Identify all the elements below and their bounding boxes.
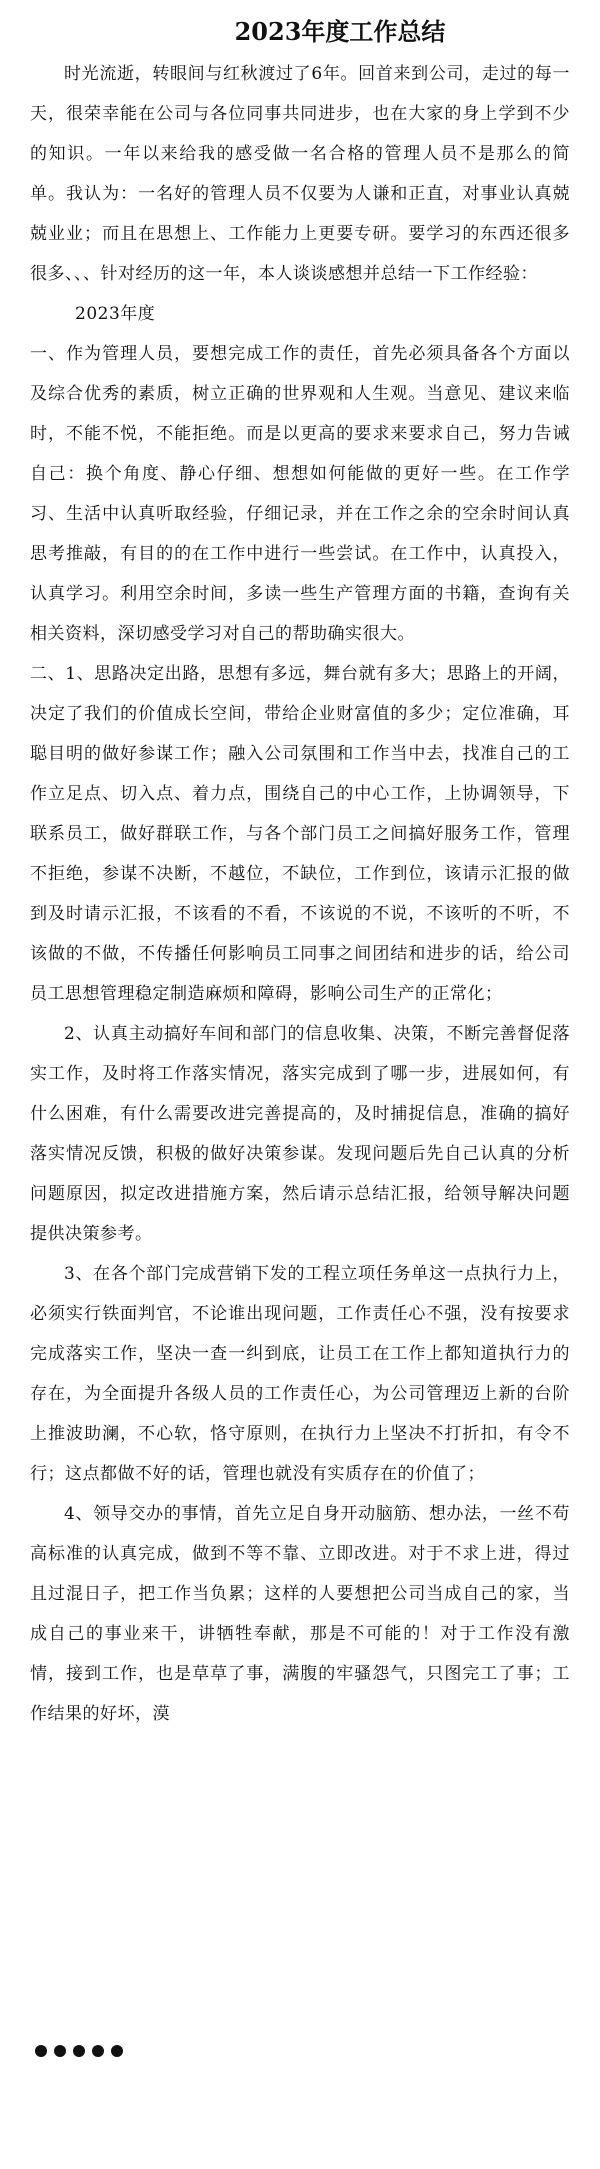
section-two-point-four-paragraph: 4、领导交办的事情，首先立足自身开动脑筋、想办法，一丝不苟高标准的认真完成，做到不等不靠、立即改进。对于不求上进，得过且过混日子，把工作当负累；这样的人要想把公司当成自己的家，当成自己的事业来干，讲牺牲奉献，那是不可能的！对于工作没有激情，接到工作，也是草草了事，满腹的牢骚怨气，只图完工了事；工作结果的好坏，漠 — [30, 1504, 570, 1724]
year-label: 2023年度 — [75, 304, 156, 324]
section-two-point-three-paragraph: 3、在各个部门完成营销下发的工程立项任务单这一点执行力上，必须实行铁面判官，不论谁出现问题，工作责任心不强，没有按要求完成落实工作，坚决一查一纠到底，让员工在工作上都知道执行力的存在，为全面提升各级人员的工作责任心，为公司管理迈上新的台阶上推波助澜，不心软，恪守原则，在执行力上坚决不打折扣，有令不行；这点都做不好的话，管理也就没有实质存在的价值了； — [30, 1264, 570, 1484]
document-title: 2023年度工作总结 — [234, 17, 446, 46]
dot-icon — [111, 2045, 123, 2057]
section-two-point-one-paragraph: 二、1、思路决定出路，思想有多远，舞台就有多大；思路上的开阔，决定了我们的价值成长空间，带给企业财富值的多少；定位准确，耳聪目明的做好参谋工作；融入公司氛围和工作当中去，找准自己的工作立足点、切入点、着力点，围绕自己的中心工作，上协调领导，下联系员工，做好群联工作，与各个部门员工之间搞好服务工作，管理不拒绝，参谋不决断，不越位，不缺位，工作到位，该请示汇报的做到及时请示汇报，不该看的不看，不该说的不说，不该听的不听，不该做的不做，不传播任何影响员工同事之间团结和进步的话，给公司员工思想管理稳定制造麻烦和障碍，影响公司生产的正常化； — [30, 664, 570, 1004]
section-one-paragraph: 一、作为管理人员，要想完成工作的责任，首先必须具备各个方面以及综合优秀的素质，树立正确的世界观和人生观。当意见、建议来临时，不能不悦，不能拒绝。而是以更高的要求来要求自己，努力告诫自己：换个角度、静心仔细、想想如何能做的更好一些。在工作学习、生活中认真听取经验，仔细记录，并在工作之余的空余时间认真思考推敲，有目的的在工作中进行一些尝试。在工作中，认真投入，认真学习。利用空余时间，多读一些生产管理方面的书籍，查询有关相关资料，深切感受学习对自己的帮助确实很大。 — [30, 344, 570, 644]
dot-icon — [73, 2045, 85, 2057]
dot-icon — [35, 2045, 47, 2057]
intro-paragraph: 时光流逝，转眼间与红秋渡过了6年。回首来到公司，走过的每一天，很荣幸能在公司与各位同事共同进步，也在大家的身上学到不少的知识。一年以来给我的感受做一名合格的管理人员不是那么的简单。我认为：一名好的管理人员不仅要为人谦和正直，对事业认真兢兢业业；而且在思想上、工作能力上更要专研。要学习的东西还很多很多、、、针对经历的这一年，本人谈谈感想并总结一下工作经验： — [30, 64, 570, 284]
dot-icon — [54, 2045, 66, 2057]
section-two-point-two-paragraph: 2、认真主动搞好车间和部门的信息收集、决策，不断完善督促落实工作，及时将工作落实情况，落实完成到了哪一步，进展如何，有什么困难，有什么需要改进完善提高的，及时捕捉信息，准确的搞好落实情况反馈，积极的做好决策参谋。发现问题后先自己认真的分析问题原因，拟定改进措施方案，然后请示总结汇报，给领导解决问题提供决策参考。 — [30, 1024, 570, 1244]
dot-icon — [92, 2045, 104, 2057]
ellipsis-dots-icon — [35, 2045, 123, 2057]
